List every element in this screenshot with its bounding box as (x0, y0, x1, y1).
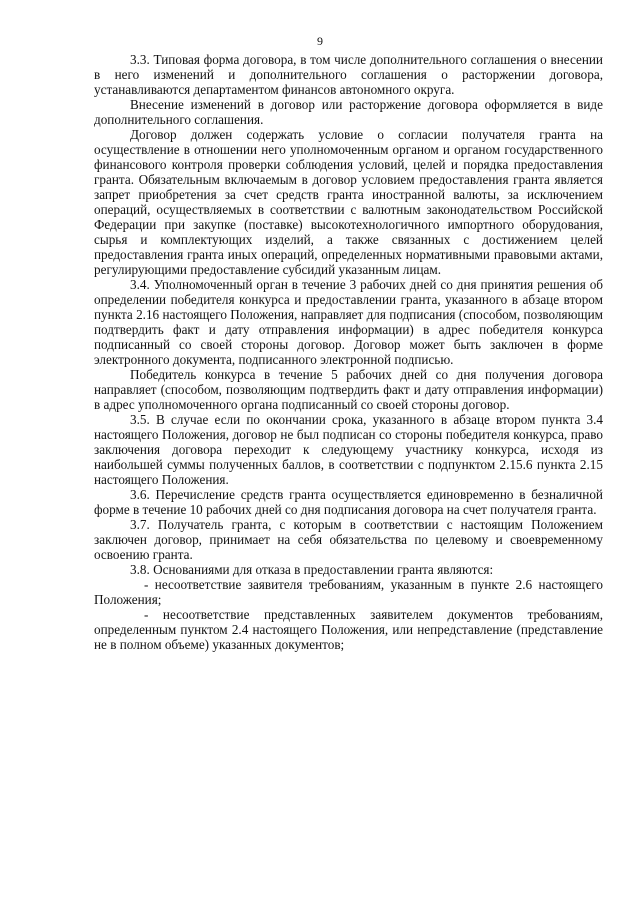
paragraph-3-3: 3.3. Типовая форма договора, в том числе дополнительного соглашения о внесении в него изменений и дополнительного соглашения о расторжении договора, устанавливаются департаментом финансов автономного округа. (94, 52, 603, 97)
page-number: 9 (317, 34, 323, 48)
list-item-refusal-requirements: - несоответствие заявителя требованиям, указанным в пункте 2.6 настоящего Положения; (94, 577, 603, 607)
paragraph-3-6: 3.6. Перечисление средств гранта осуществляется единовременно в безналичной форме в течение 10 рабочих дней со дня подписания договора на счет получателя гранта. (94, 487, 603, 517)
paragraph-3-4: 3.4. Уполномоченный орган в течение 3 рабочих дней со дня принятия решения об определении победителя конкурса и предоставлении гранта, указанного в абзаце втором пункта 2.16 настоящего Положения, направляет для подписания (способом, позволяющим подтвердить факт и дату отправления информации) в адрес победителя конкурса подписанный со своей стороны договор. Договор может быть заключен в форме электронного документа, подписанного электронной подписью. (94, 277, 603, 367)
document-body (94, 52, 603, 652)
paragraph-winner-signing: Победитель конкурса в течение 5 рабочих дней со дня получения договора направляет (способом, позволяющим подтвердить факт и дату отправления информации) в адрес уполномоченного органа подписанный со своей стороны договор. (94, 367, 603, 412)
list-item-refusal-documents: - несоответствие представленных заявителем документов требованиям, определенным пунктом 2.4 настоящего Положения, или непредставление (представление не в полном объеме) указанных документов; (94, 607, 603, 652)
paragraph-amendment-form: Внесение изменений в договор или расторжение договора оформляется в виде дополнительного соглашения. (94, 97, 603, 127)
paragraph-3-8: 3.8. Основаниями для отказа в предоставлении гранта являются: (130, 562, 494, 577)
paragraph-contract-conditions: Договор должен содержать условие о согласии получателя гранта на осуществление в отношении него уполномоченным органом и органом государственного финансового контроля проверки соблюдения условий, целей и порядка предоставления гранта. Обязательным включаемым в договор условием предоставления гранта является запрет приобретения за счет средств гранта иностранной валюты, за исключением операций, осуществляемых в соответствии с валютным законодательством Российской Федерации при закупке (поставке) высокотехнологичного импортного оборудования, сырья и комплектующих изделий, а также связанных с достижением целей предоставления гранта иных операций, определенных нормативными правовыми актами, регулирующими предоставление субсидий указанным лицам. (94, 127, 603, 277)
paragraph-3-7: 3.7. Получатель гранта, с которым в соответствии с настоящим Положением заключен договор, принимает на себя обязательства по целевому и своевременному освоению гранта. (94, 517, 603, 562)
paragraph-3-5: 3.5. В случае если по окончании срока, указанного в абзаце втором пункта 3.4 настоящего Положения, договор не был подписан со стороны победителя конкурса, право заключения договора переходит к следующему участнику конкурса, исходя из наибольшей суммы полученных баллов, в соответствии с подпунктом 2.15.6 пункта 2.15 настоящего Положения. (94, 412, 603, 487)
